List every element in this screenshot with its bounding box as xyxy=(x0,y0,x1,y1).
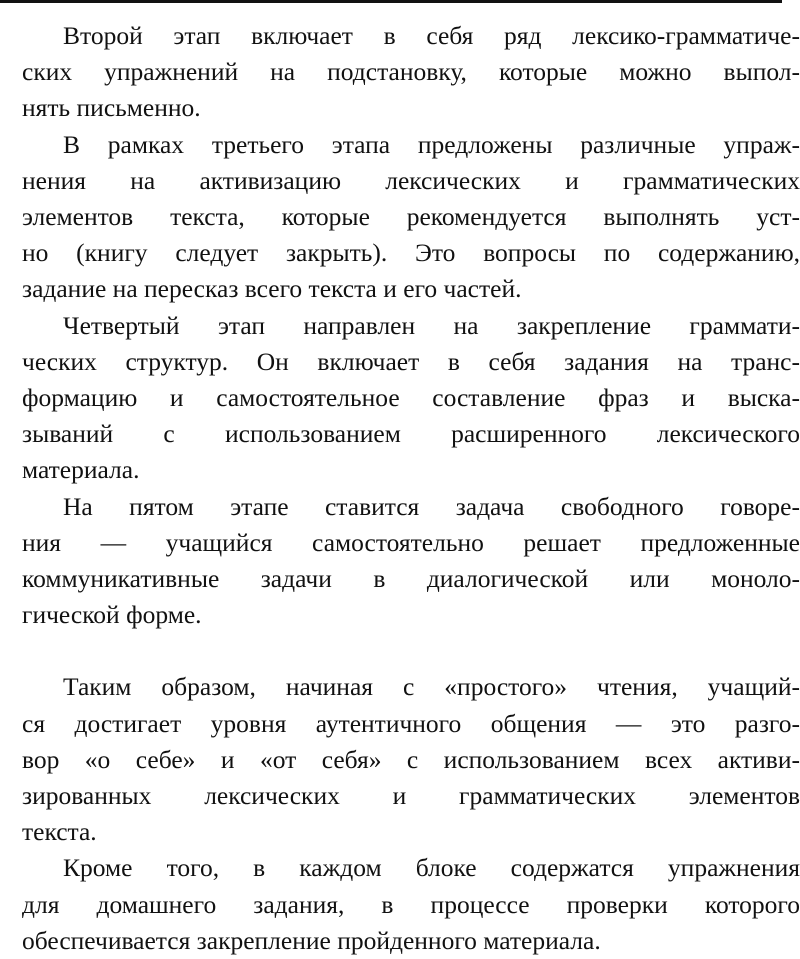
text-line: гической форме. xyxy=(22,600,202,630)
text-line: материала. xyxy=(22,455,140,485)
paragraph-homework xyxy=(22,850,800,959)
text-line: ческих структур. Он включает в себя задания на транс- xyxy=(22,346,800,376)
text-line: Второй этап включает в себя ряд лексико-грамматиче- xyxy=(63,21,800,50)
text-line: задание на пересказ всего текста и его частей. xyxy=(22,274,522,304)
paragraph-stage-five xyxy=(22,489,800,634)
text-line: ских упражнений на подстановку, которые можно выпол- xyxy=(22,57,800,87)
text-line: для домашнего задания, в процессе проверки которого xyxy=(22,889,800,919)
text-line: ния — учащийся самостоятельно решает предложенные xyxy=(22,527,800,557)
paragraph-stage-four xyxy=(22,308,800,489)
text-line: нять письменно. xyxy=(22,93,201,123)
text-line: но (книгу следует закрыть). Это вопросы по содержанию, xyxy=(22,238,800,268)
text-line: В рамках третьего этапа предложены различные упраж- xyxy=(63,129,800,159)
text-line: обеспечивается закрепление пройденного материала. xyxy=(22,925,601,955)
text-line: текста. xyxy=(22,817,97,847)
header-rule xyxy=(0,0,782,3)
text-line: Четвертый этап направлен на закрепление граммати- xyxy=(63,310,800,340)
paragraph-stage-three xyxy=(22,127,800,308)
text-line: вор «о себе» и «от себя» с использованием всех активи- xyxy=(22,744,800,774)
section-spacer xyxy=(22,633,800,669)
text-line: зированных лексических и грамматических элементов xyxy=(22,781,800,811)
text-line: Таким образом, начиная с «простого» чтения, учащий- xyxy=(63,672,800,702)
text-line: На пятом этапе ставится задача свободного говоре- xyxy=(63,491,800,521)
page-body xyxy=(22,18,800,959)
text-line: зываний с использованием расширенного лексического xyxy=(22,419,800,449)
text-line: элементов текста, которые рекомендуется выполнять уст- xyxy=(22,202,800,232)
text-line: ся достигает уровня аутентичного общения — это разго- xyxy=(22,708,800,738)
text-line: формацию и самостоятельное составление фраз и выска- xyxy=(22,383,800,413)
paragraph-conclusion xyxy=(22,669,800,850)
paragraph-stage-two xyxy=(22,18,800,127)
text-line: Кроме того, в каждом блоке содержатся упражнения xyxy=(63,853,800,883)
text-line: коммуникативные задачи в диалогической или моноло- xyxy=(22,564,800,594)
text-line: нения на активизацию лексических и грамматических xyxy=(22,165,800,195)
